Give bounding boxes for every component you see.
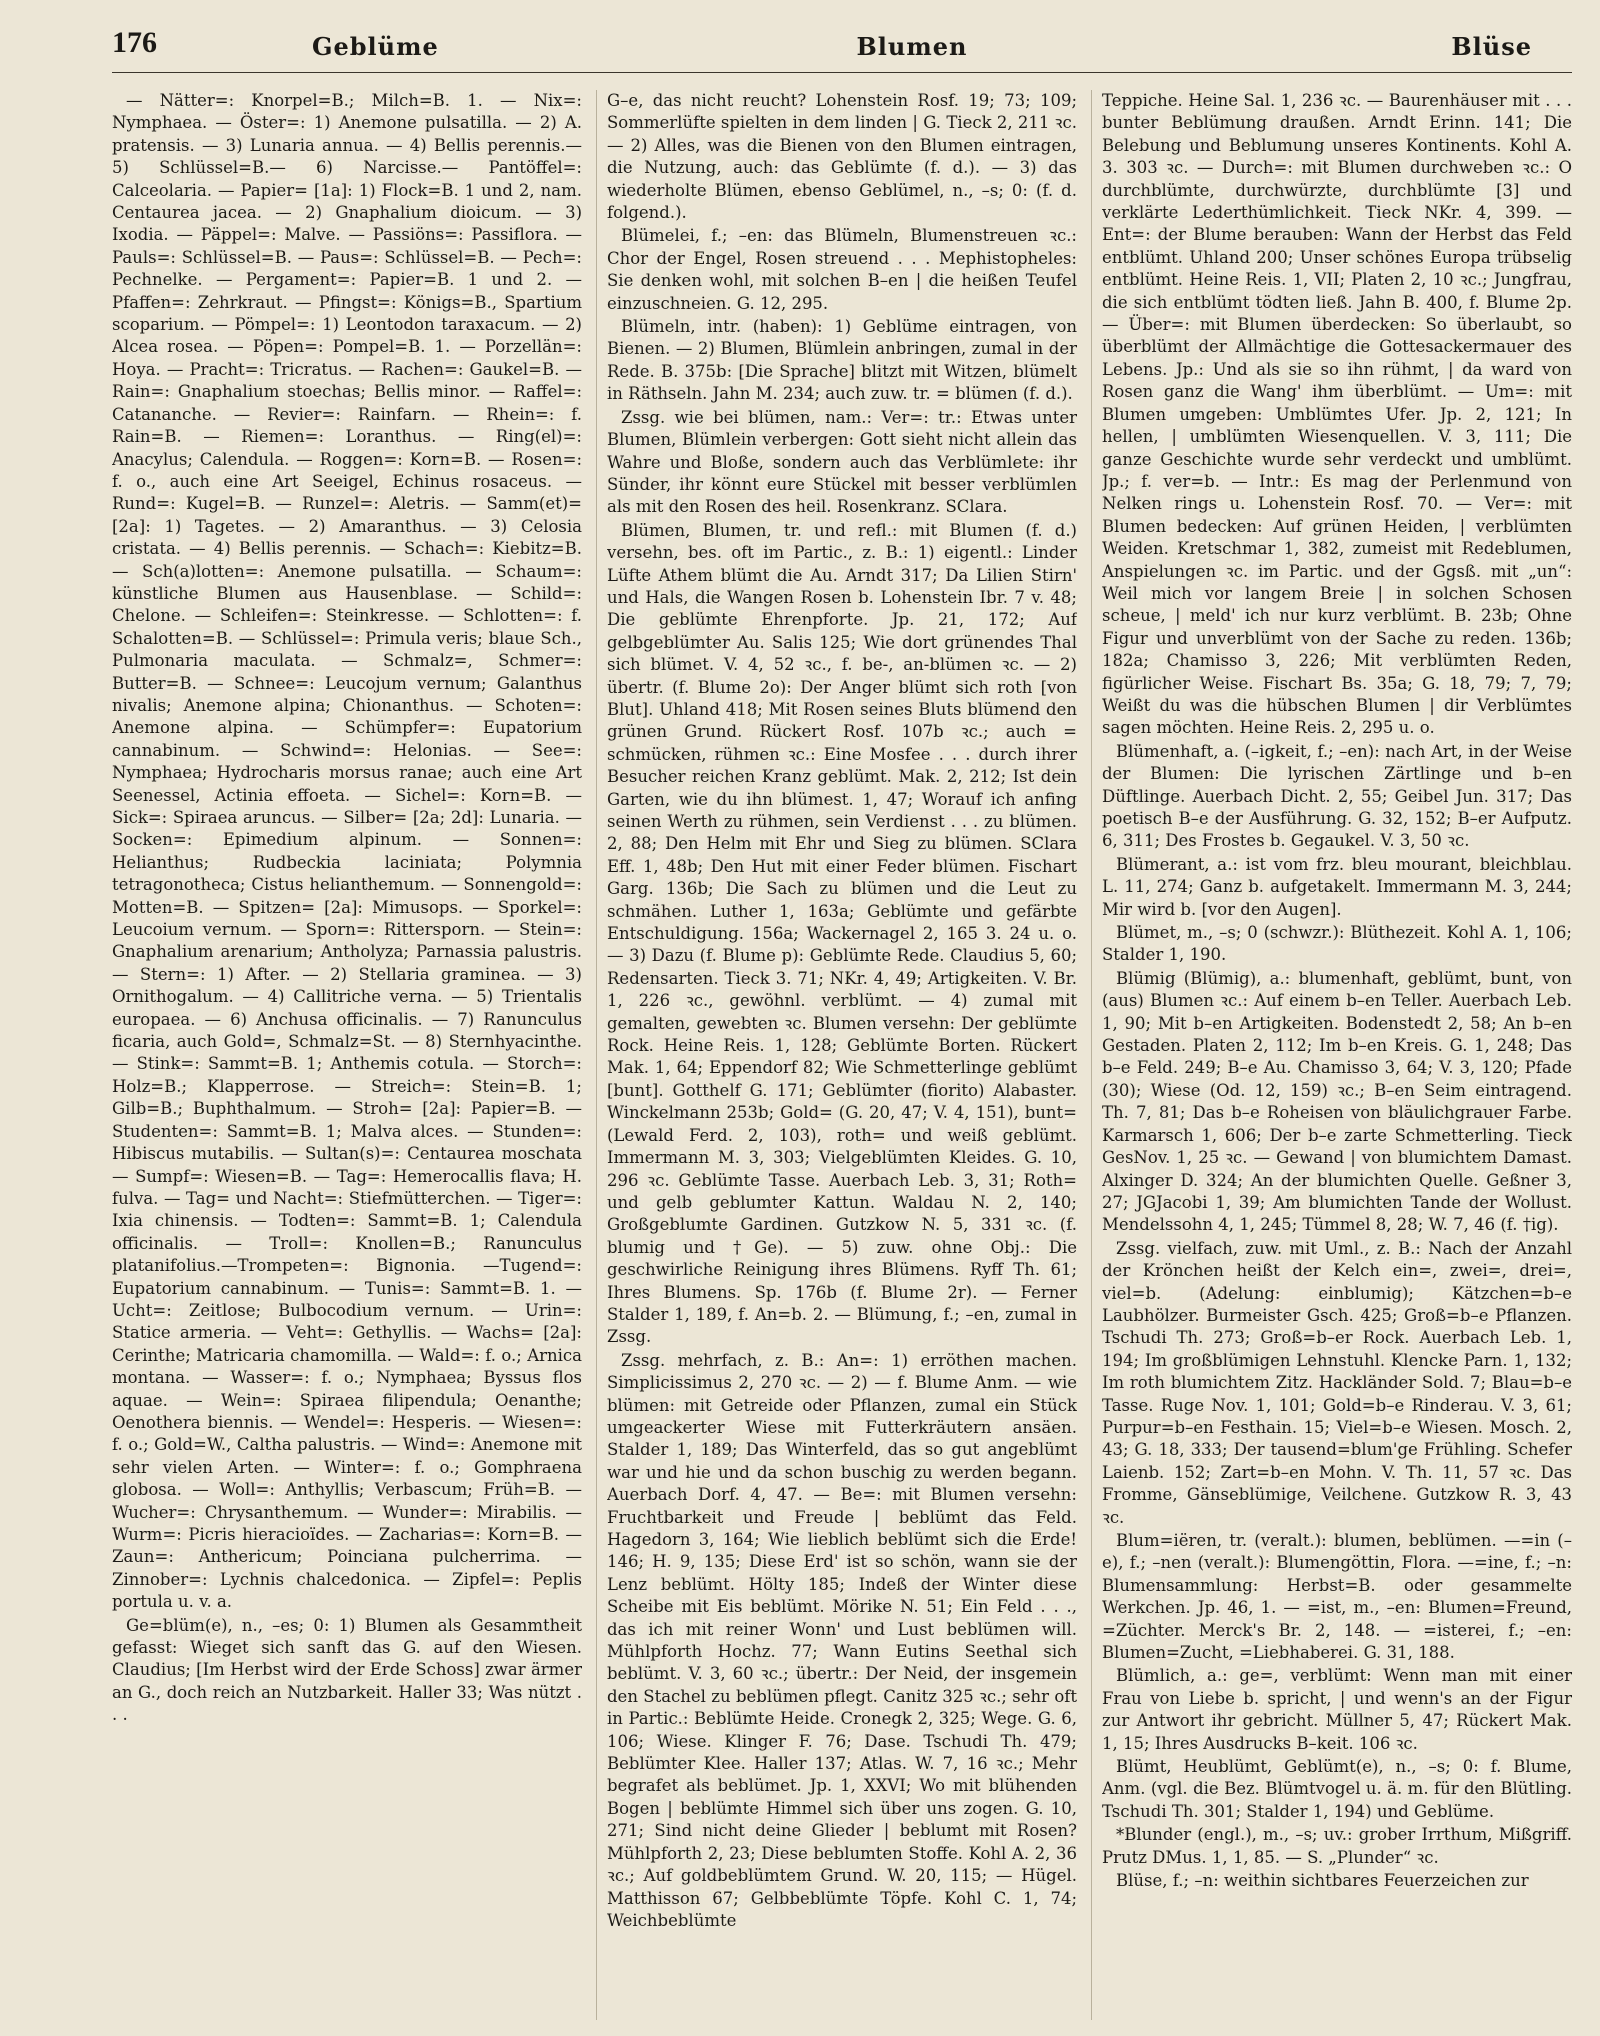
column-3-paragraph: Blüse, f.; –n: weithin sichtbares Feuerzeichen zur <box>1116 1871 1529 1891</box>
column-3-paragraph: *Blunder (engl.), m., –s; uv.: grober Irrthum, Mißgriff. Prutz DMus. 1, 1, 85. — S. „Plunder“ ꝛc. <box>1102 1825 1572 1867</box>
column-divider <box>1091 90 1092 2020</box>
column-3-paragraph: Blümlich, a.: ge=, verblümt: Wenn man mit einer Frau von Liebe b. spricht, | und wenn's an der Figur zur Antwort ihr gebricht. Müllner 5, 47; Rückert Mak. 1, 15; Ihres Ausdrucks B–keit. 106 ꝛc. <box>1102 1666 1572 1753</box>
column-1-paragraph: Ge=blüm(e), n., –es; 0: 1) Blumen als Gesammtheit gefasst: Wieget sich sanft das G. auf den Wiesen. Claudius; [Im Herbst wird der Erde Schoss] zwar ärmer an G., doch reich an Nutzbarkeit. Haller 33; Was nützt . . . <box>112 1615 582 1725</box>
column-3-paragraph: Blum=iëren, tr. (veralt.): blumen, beblümen. —=in (–e), f.; –nen (veralt.): Blumengöttin, Flora. —=ine, f.; –n: Blumensammlung: Herbst=B. oder gesammelte Werkchen. Jp. 46, 1. — =ist, m., –en: Blumen=Freund, =Züchter. Merck's Br. 2, 148. — =isterei, f.; –en: Blumen=Zucht, =Liebhaberei. G. 31, 188. <box>1102 1531 1572 1663</box>
column-2-paragraph: G–e, das nicht reucht? Lohenstein Rosf. 19; 73; 109; Sommerlüfte spielten in dem linden | G. Tieck 2, 211 ꝛc. — 2) Alles, was die Bienen von den Blumen eintragen, die Nutzung, auch: das Geblümte (f. d.). — 3) das wiederholte Blümen, ebenso Geblümel, n., –s; 0: (f. d. folgend.). <box>607 91 1077 223</box>
column-3-paragraph: Blümt, Heublümt, Geblümt(e), n., –s; 0: f. Blume, Anm. (vgl. die Bez. Blümtvogel u. ä. m. für den Blütling. Tschudi Th. 301; Stalder 1, 194) und Geblüme. <box>1102 1757 1572 1821</box>
column-3-paragraph: Blümenhaft, a. (–igkeit, f.; –en): nach Art, in der Weise der Blumen: Die lyrischen Zärtlinge und b–en Düftlinge. Auerbach Dicht. 2, 55; Geibel Jun. 317; Das poetisch B–e der Ausführung. G. 32, 152; B–er Aufputz. 6, 311; Des Frostes b. Gegaukel. V. 3, 50 ꝛc. <box>1102 741 1572 851</box>
column-1-paragraph: — Nätter=: Knorpel=B.; Milch=B. 1. — Nix=: Nymphaea. — Öster=: 1) Anemone pulsatilla. — 2) A. pratensis. — 3) Lunaria annua. — 4) Bellis perennis.— 5) Schlüssel=B.— 6) Narcisse.— Pantöffel=: Calceolaria. — Papier= [1a]: 1) Flock=B. 1 und 2, nam. Centaurea jacea. — 2) Gnaphalium dioicum. — 3) Ixodia. — Päppel=: Malve. — Passiöns=: Passiflora. — Pauls=: Schlüssel=B. — Paus=: Schlüssel=B. — Pech=: Pechnelke. — Pergament=: Papier=B. 1 und 2. — Pfaffen=: Zehrkraut. — Pfingst=: Königs=B., Spartium scoparium. — Pömpel=: 1) Leontodon taraxacum. — 2) Alcea rosea. — Pöpen=: Pompel=B. 1. — Porzellän=: Hoya. — Pracht=: Tricratus. — Rachen=: Gaukel=B. — Rain=: Gnaphalium stoechas; Bellis minor. — Raffel=: Catananche. — Revier=: Rainfarn. — Rhein=: f. Rain=B. — Riemen=: Loranthus. — Ring(el)=: Anacylus; Calendula. — Roggen=: Korn=B. — Rosen=: f. o., auch eine Art Seeigel, Echinus rosaceus. — Rund=: Kugel=B. — Runzel=: Aletris. — Samm(et)= [2a]: 1) Tagetes. — 2) Amaranthus. — 3) Celosia cristata. — 4) Bellis perennis. — Schach=: Kiebitz=B. — Sch(a)lotten=: Anemone pulsatilla. — Schaum=: künstliche Blumen aus Hausenblase. — Schild=: Chelone. — Schleifen=: Steinkresse. — Schlotten=: f. Schalotten=B. — Schlüssel=: Primula veris; blaue Sch., Pulmonaria maculata. — Schmalz=, Schmer=: Butter=B. — Schnee=: Leucojum vernum; Galanthus nivalis; Anemone alpina; Chionanthus. — Schoten=: Anemone alpina. — Schümpfer=: Eupatorium cannabinum. — Schwind=: Helonias. — See=: Nymphaea; Hydrocharis morsus ranae; auch eine Art Seenessel, Actinia effoeta. — Sichel=: Korn=B. — Sick=: Spiraea aruncus. — Silber= [2a; 2d]: Lunaria. — Socken=: Epimedium alpinum. — Sonnen=: Helianthus; Rudbeckia laciniata; Polymnia tetragonotheca; Cistus helianthemum. — Sonnengold=: Motten=B. — Spitzen= [2a]: Mimusops. — Sporkel=: Leucoium vernum. — Sporn=: Rittersporn. — Stein=: Gnaphalium arenarium; Antholyza; Parnassia palustris. — Stern=: 1) After. — 2) Stellaria graminea. — 3) Ornithogalum. — 4) Callitriche verna. — 5) Trientalis europaea. — 6) Anchusa officinalis. — 7) Ranunculus ficaria, auch Gold=, Schmalz=St. — 8) Sternhyacinthe. — Stink=: Sammt=B. 1; Anthemis cotula. — Storch=: Holz=B.; Klapperrose. — Streich=: Stein=B. 1; Gilb=B.; Buphthalmum. — Stroh= [2a]: Papier=B. — Studenten=: Sammt=B. 1; Malva alces. — Stunden=: Hibiscus mutabilis. — Sultan(s)=: Centaurea moschata — Sumpf=: Wiesen=B. — Tag=: Hemerocallis flava; H. fulva. — Tag= und Nacht=: Stiefmütterchen. — Tiger=: Ixia chinensis. — Todten=: Sammt=B. 1; Calendula officinalis. — Troll=: Knollen=B.; Ranunculus platanifolius.—Trompeten=: Bignonia. —Tugend=: Eupatorium cannabinum. — Tunis=: Sammt=B. 1. — Ucht=: Zeitlose; Bulbocodium vernum. — Urin=: Statice armeria. — Veht=: Gethyllis. — Wachs= [2a]: Cerinthe; Matricaria chamomilla. — Wald=: f. o.; Arnica montana. — Wasser=: f. o.; Nymphaea; Byssus flos aquae. — Wein=: Spiraea filipendula; Oenanthe; Oenothera biennis. — Wendel=: Hesperis. — Wiesen=: f. o.; Gold=W., Caltha palustris. — Wind=: Anemone mit sehr vielen Arten. — Winter=: f. o.; Gomphraena globosa. — Woll=: Anthyllis; Verbascum; Früh=B. — Wucher=: Chrysanthemum. — Wunder=: Mirabilis. — Wurm=: Picris hieracioïdes. — Zacharias=: Korn=B. — Zaun=: Anthericum; Poinciana pulcherrima. — Zinnober=: Lychnis chalcedonica. — Zipfel=: Peplis portula u. v. a. <box>112 91 582 1612</box>
column-3-paragraph: Blümig (Blümig), a.: blumenhaft, geblümt, bunt, von (aus) Blumen ꝛc.: Auf einem b–en Teller. Auerbach Leb. 1, 90; Mit b–en Artigkeiten. Bodenstedt 2, 58; An b–en Gestaden. Platen 2, 112; Im b–en Kreis. G. 1, 248; Das b–e Feld. 249; B–e Au. Chamisso 3, 64; V. 3, 120; Pfade (30); Wiese (Od. 12, 159) ꝛc.; B–en Seim eintragend. Th. 7, 81; Das b–e Roheisen von bläulichgrauer Farbe. Karmarsch 1, 606; Der b–e zarte Schmetterling. Tieck GesNov. 1, 25 ꝛc. — Gewand | von blumichtem Damast. Alxinger D. 324; An der blumichten Quelle. Geßner 3, 27; JGJacobi 1, 39; Am blumichten Tande der Wollust. Mendelssohn 4, 1, 245; Tümmel 8, 28; W. 7, 46 (f. †ig). <box>1102 968 1572 1235</box>
guide-word-left: Geblüme <box>312 32 439 61</box>
column-divider <box>596 90 597 2020</box>
column-2-paragraph: Blümen, Blumen, tr. und refl.: mit Blumen (f. d.) versehn, bes. oft im Partic., z. B.: 1) eigentl.: Linder Lüfte Athem blümt die Au. Arndt 317; Da Lilien Stirn' und Hals, die Wangen Rosen b. Lohenstein Ibr. 7 v. 48; Die geblümte Ehrenpforte. Jp. 21, 172; Auf gelbgeblümter Au. Salis 125; Wie dort grünendes Thal sich blümet. V. 4, 52 ꝛc., f. be-, an-blümen ꝛc. — 2) übertr. (f. Blume 2o): Der Anger blümt sich roth [von Blut]. Uhland 418; Mit Rosen seines Bluts blümend den grünen Grund. Rückert Rosf. 107b ꝛc.; auch = schmücken, rühmen ꝛc.: Eine Mosfee . . . durch ihrer Besucher reichen Kranz geblümt. Mak. 2, 212; Ist dein Garten, wie du ihn blümest. 1, 47; Worauf ich anfing seinen Werth zu rühmen, sein Verdienst . . . zu blümen. 2, 88; Den Helm mit Ehr und Sieg zu blümen. SClara Eff. 1, 48b; Den Hut mit einer Feder blümen. Fischart Garg. 136b; Die Sach zu blümen und die Leut zu schmähen. Luther 1, 163a; Geblümte und gefärbte Entschuldigung. 156a; Wackernagel 2, 165 3. 24 u. o. — 3) Dazu (f. Blume p): Geblümte Rede. Claudius 5, 60; Redensarten. Tieck 3. 71; NKr. 4, 49; Artigkeiten. V. Br. 1, 226 ꝛc., gewöhnl. verblümt. — 4) zumal mit gemalten, gewebten ꝛc. Blumen versehn: Der geblümte Rock. Heine Reis. 1, 128; Geblümte Borten. Rückert Mak. 1, 64; Eppendorf 82; Wie Schmetterlinge geblümt [bunt]. Gotthelf G. 171; Geblümter (fiorito) Alabaster. Winckelmann 253b; Gold= (G. 20, 47; V. 4, 151), bunt= (Lewald Ferd. 2, 103), roth= und weiß geblümt. Immermann M. 3, 303; Vielgeblümten Kleides. G. 10, 296 ꝛc. Geblümte Tasse. Auerbach Leb. 3, 31; Roth= und gelb geblumter Kattun. Waldau N. 2, 140; Großgeblumte Gardinen. Gutzkow N. 5, 331 ꝛc. (f. blumig und †Ge). — 5) zuw. ohne Obj.: Die geschwirliche Reinigung ihres Blümens. Ryff Th. 61; Ihres Blumens. Sp. 176b (f. Blume 2r). — Ferner Stalder 1, 189, f. An=b. 2. — Blümung, f.; –en, zumal in Zssg. <box>607 520 1077 1347</box>
column-3-paragraph: Zssg. vielfach, zuw. mit Uml., z. B.: Nach der Anzahl der Krönchen heißt der Kelch ein=, zwei=, drei=, viel=b. (Adelung: einblumig); Kätzchen=b–e Laubhölzer. Burmeister Gsch. 425; Groß=b–e Pflanzen. Tschudi Th. 273; Groß=b–er Rock. Auerbach Leb. 1, 194; Im großblümigen Lehnstuhl. Klencke Parn. 1, 132; Im roth blumichtem Zitz. Hackländer Sold. 7; Blau=b–e Tasse. Ruge Nov. 1, 101; Gold=b–e Rinderau. V. 3, 61; Purpur=b–en Festhain. 15; Viel=b–e Wiesen. Mosch. 2, 43; G. 18, 333; Der tausend=blum'ge Frühling. Schefer Laienb. 152; Zart=b–en Mohn. V. Th. 11, 57 ꝛc. Das Fromme, Gänseblümige, Veilchene. Gutzkow R. 3, 43 ꝛc. <box>1102 1238 1572 1527</box>
column-2-paragraph: Zssg. mehrfach, z. B.: An=: 1) erröthen machen. Simplicissimus 2, 270 ꝛc. — 2) — f. Blume Anm. — wie blümen: mit Getreide oder Pflanzen, zumal ein Stück umgeackerter Wiese mit Futterkräutern ansäen. Stalder 1, 189; Das Winterfeld, das so gut angeblümt war und hie und da schon buschig zu werden begann. Auerbach Dorf. 4, 47. — Be=: mit Blumen versehn: Fruchtbarkeit und Freude | beblümt das Feld. Hagedorn 3, 164; Wie lieblich beblümt sich die Erde! 146; H. 9, 135; Diese Erd' ist so schön, wann sie der Lenz beblümt. Hölty 185; Indeß der Winter diese Scheibe mit Eis beblümt. Mörike N. 51; Ein Feld . . ., das ich mit reiner Wonn' und Lust beblümen will. Mühlpforth Hochz. 77; Wann Eutins Seethal sich beblümt. V. 3, 60 ꝛc.; übertr.: Der Neid, der insgemein den Stachel zu beblümen pflegt. Canitz 325 ꝛc.; sehr oft in Partic.: Beblümte Heide. Cronegk 2, 325; Wege. G. 6, 106; Wiese. Klinger F. 76; Dase. Tschudi Th. 479; Beblümter Klee. Haller 137; Atlas. W. 7, 16 ꝛc.; Mehr begrafet als beblümet. Jp. 1, XXVI; Wo mit blühenden Bogen | beblümte Himmel sich über uns zogen. G. 10, 271; Sind nicht deine Glieder | beblumt mit Rosen? Mühlpforth 2, 23; Diese beblumten Stoffe. Kohl A. 2, 36 ꝛc.; Auf goldbeblümtem Grund. W. 20, 115; — Hügel. Matthisson 67; Gelbbeblümte Töpfe. Kohl C. 1, 74; Weichbeblümte <box>607 1350 1077 1930</box>
column-2-paragraph: Blümeln, intr. (haben): 1) Geblüme eintragen, von Bienen. — 2) Blumen, Blümlein anbringen, zumal in der Rede. B. 375b: [Die Sprache] blitzt mit Witzen, blümelt in Räthseln. Jahn M. 234; auch zuw. tr. = blümen (f. d.). <box>607 317 1077 404</box>
header-rule <box>112 72 1572 73</box>
column-2 <box>607 90 1077 2020</box>
guide-word-center: Blumen <box>856 32 968 61</box>
guide-word-right: Blüse <box>1451 32 1532 61</box>
column-3-paragraph: Teppiche. Heine Sal. 1, 236 ꝛc. — Baurenhäuser mit . . . bunter Beblümung draußen. Arndt Erinn. 141; Die Belebung und Beblumung unseres Kontinents. Kohl A. 3. 303 ꝛc. — Durch=: mit Blumen durchweben ꝛc.: O durchblümte, durchwürzte, durchblümte [3] und verklärte Lederthümlichkeit. Tieck NKr. 4, 399. — Ent=: der Blume berauben: Wann der Herbst das Feld entblümt. Uhland 200; Unser schönes Europa trübselig entblümt. Heine Reis. 1, VII; Platen 2, 10 ꝛc.; Jungfrau, die sich entblümt tödten ließ. Jahn B. 400, f. Blume 2p. — Über=: mit Blumen überdecken: So überlaubt, so überblümt der Allmächtige die Gottesackermauer des Lebens. Jp.: Und als sie so ihn rühmt, | da ward von Rosen ganz die Wang' ihm überblümt. — Um=: mit Blumen umgeben: Umblümtes Ufer. Jp. 2, 121; In hellen, | umblümten Wiesenquellen. V. 3, 111; Die ganze Geschichte wurde sehr verdeckt und umblümt. Jp.; f. ver=b. — Intr.: Es mag der Perlenmund von Nelken rings u. Lohenstein Rosf. 70. — Ver=: mit Blumen bedecken: Auf grünen Heiden, | verblümten Weiden. Kretschmar 1, 382, zumeist mit Redeblumen, Anspielungen ꝛc. im Partic. und der Ggsß. mit „un“: Weil mich vor langem Breie | in solchen Schosen scheue, | meld' ich nur kurz verblümt. B. 23b; Ohne Figur und unverblümt von der Sache zu reden. 136b; 182a; Chamisso 3, 226; Mit verblümten Reden, figürlicher Weise. Fischart Bs. 35a; G. 18, 79; 7, 79; Weißt du was die hübschen Blumen | dir Verblümtes sagen möchten. Heine Reis. 2, 295 u. o. <box>1102 91 1572 738</box>
column-3 <box>1102 90 1572 2020</box>
column-2-paragraph: Blümelei, f.; –en: das Blümeln, Blumenstreuen ꝛc.: Chor der Engel, Rosen streuend . . . Mephistopheles: Sie denken wohl, mit solchen B–en | die heißen Teufel einzuschneien. G. 12, 295. <box>607 226 1077 313</box>
column-1 <box>112 90 582 2020</box>
page-number: 176 <box>112 26 157 59</box>
column-3-paragraph: Blümerant, a.: ist vom frz. bleu mourant, bleichblau. L. 11, 274; Ganz b. aufgetakelt. Immermann M. 3, 244; Mir wird b. [vor den Augen]. <box>1102 854 1572 919</box>
column-2-paragraph: Zssg. wie bei blümen, nam.: Ver=: tr.: Etwas unter Blumen, Blümlein verbergen: Gott sieht nicht allein das Wahre und Bloße, sondern auch das Verblümlete: ihr Sünder, ihr könnt eure Stückel mit besser verblümlen als mit den Rosen des heil. Rosenkranz. SClara. <box>607 407 1077 517</box>
column-3-paragraph: Blümet, m., –s; 0 (schwzr.): Blüthezeit. Kohl A. 1, 106; Stalder 1, 190. <box>1102 923 1572 965</box>
page-header <box>112 20 1572 68</box>
